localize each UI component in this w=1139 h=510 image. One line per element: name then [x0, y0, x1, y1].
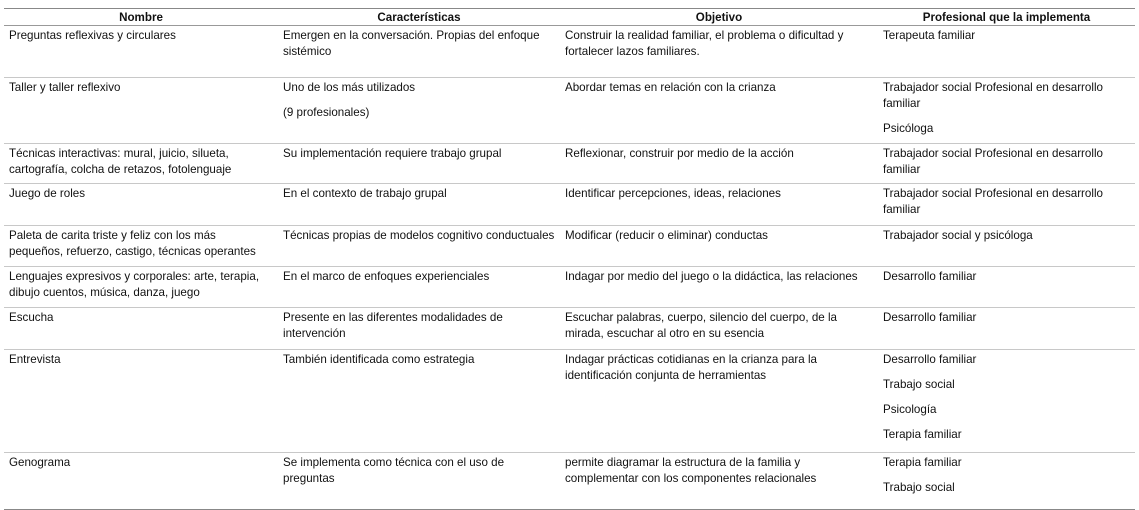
cell-text: Desarrollo familiar: [883, 311, 977, 324]
cell-objetivo: [560, 308, 878, 350]
table-row: [4, 350, 1135, 453]
header-profesional: Profesional que la implementa: [878, 9, 1135, 26]
cell-text: Taller y taller reflexivo: [9, 81, 121, 94]
cell-text: Desarrollo familiar: [883, 353, 977, 366]
cell-caracteristicas: [278, 453, 560, 510]
cell-objetivo: [560, 144, 878, 184]
cell-nombre: [4, 453, 278, 510]
cell-text: Terapia familiar: [883, 428, 962, 441]
cell-caracteristicas: [278, 26, 560, 78]
cell-text: Construir la realidad familiar, el problema o dificultad y fortalecer lazos familiares.: [565, 29, 844, 58]
cell-text: Trabajo social: [883, 378, 955, 391]
cell-text: Su implementación requiere trabajo grupal: [283, 147, 502, 160]
cell-nombre: [4, 350, 278, 453]
cell-objetivo: [560, 26, 878, 78]
cell-text: Reflexionar, construir por medio de la acción: [565, 147, 794, 160]
cell-text: (9 profesionales): [283, 106, 370, 119]
techniques-table: [4, 8, 1135, 510]
cell-text: Escuchar palabras, cuerpo, silencio del cuerpo, de la mirada, escuchar al otro en su esencia: [565, 311, 837, 340]
cell-text: Indagar por medio del juego o la didáctica, las relaciones: [565, 270, 858, 283]
table-row: [4, 226, 1135, 267]
cell-text: Uno de los más utilizados: [283, 81, 416, 94]
cell-nombre: [4, 26, 278, 78]
cell-text: Juego de roles: [9, 187, 86, 200]
cell-text: Preguntas reflexivas y circulares: [9, 29, 176, 42]
cell-caracteristicas: [278, 78, 560, 144]
cell-text: También identificada como estrategia: [283, 353, 475, 366]
table-row: [4, 308, 1135, 350]
cell-profesional: [878, 308, 1135, 350]
cell-nombre: [4, 267, 278, 308]
cell-nombre: [4, 144, 278, 184]
cell-profesional: [878, 144, 1135, 184]
cell-caracteristicas: [278, 144, 560, 184]
cell-text: Entrevista: [9, 353, 61, 366]
cell-text: Trabajador social Profesional en desarrollo familiar: [883, 147, 1103, 176]
header-objetivo: Objetivo: [560, 9, 878, 26]
cell-profesional: [878, 26, 1135, 78]
cell-text: Indagar prácticas cotidianas en la crianza para la identificación conjunta de herramientas: [565, 353, 817, 382]
cell-profesional: [878, 184, 1135, 226]
cell-profesional: [878, 453, 1135, 510]
cell-caracteristicas: [278, 267, 560, 308]
header-row: [4, 9, 1135, 26]
cell-objetivo: [560, 453, 878, 510]
cell-nombre: [4, 184, 278, 226]
cell-text: En el marco de enfoques experienciales: [283, 270, 490, 283]
table-row: [4, 453, 1135, 510]
cell-nombre: [4, 78, 278, 144]
cell-text: Escucha: [9, 311, 54, 324]
table-row: [4, 267, 1135, 308]
cell-text: Abordar temas en relación con la crianza: [565, 81, 776, 94]
cell-caracteristicas: [278, 226, 560, 267]
cell-text: Lenguajes expresivos y corporales: arte, terapia, dibujo cuentos, música, danza, juego: [9, 270, 260, 299]
cell-text: Paleta de carita triste y feliz con los más pequeños, refuerzo, castigo, técnicas operantes: [9, 229, 256, 258]
cell-caracteristicas: [278, 184, 560, 226]
cell-profesional: [878, 350, 1135, 453]
cell-text: Terapia familiar: [883, 456, 962, 469]
cell-text: Psicóloga: [883, 122, 934, 135]
cell-objetivo: [560, 226, 878, 267]
cell-profesional: [878, 226, 1135, 267]
cell-caracteristicas: [278, 308, 560, 350]
cell-text: Terapeuta familiar: [883, 29, 976, 42]
header-caracteristicas: Características: [278, 9, 560, 26]
cell-text: Técnicas propias de modelos cognitivo conductuales: [283, 229, 555, 242]
cell-objetivo: [560, 78, 878, 144]
table-row: [4, 144, 1135, 184]
cell-text: Presente en las diferentes modalidades de intervención: [283, 311, 503, 340]
cell-text: Identificar percepciones, ideas, relaciones: [565, 187, 781, 200]
cell-objetivo: [560, 184, 878, 226]
cell-text: Desarrollo familiar: [883, 270, 977, 283]
cell-text: Trabajador social y psicóloga: [883, 229, 1033, 242]
cell-profesional: [878, 78, 1135, 144]
table-row: [4, 78, 1135, 144]
cell-text: Genograma: [9, 456, 71, 469]
cell-text: Trabajador social Profesional en desarrollo familiar: [883, 187, 1103, 216]
cell-nombre: [4, 308, 278, 350]
cell-text: En el contexto de trabajo grupal: [283, 187, 447, 200]
cell-text: permite diagramar la estructura de la familia y complementar con los componentes relacionales: [565, 456, 817, 485]
cell-text: Trabajador social Profesional en desarrollo familiar: [883, 81, 1103, 110]
cell-text: Modificar (reducir o eliminar) conductas: [565, 229, 768, 242]
cell-caracteristicas: [278, 350, 560, 453]
table-row: [4, 184, 1135, 226]
cell-text: Emergen en la conversación. Propias del enfoque sistémico: [283, 29, 540, 58]
cell-objetivo: [560, 267, 878, 308]
cell-text: Técnicas interactivas: mural, juicio, silueta, cartografía, colcha de retazos, fotolenguaje: [9, 147, 232, 176]
cell-nombre: [4, 226, 278, 267]
cell-text: Se implementa como técnica con el uso de preguntas: [283, 456, 505, 485]
cell-profesional: [878, 267, 1135, 308]
cell-text: Trabajo social: [883, 481, 955, 494]
header-nombre: Nombre: [4, 9, 278, 26]
cell-text: Psicología: [883, 403, 937, 416]
cell-objetivo: [560, 350, 878, 453]
table-row: [4, 26, 1135, 78]
